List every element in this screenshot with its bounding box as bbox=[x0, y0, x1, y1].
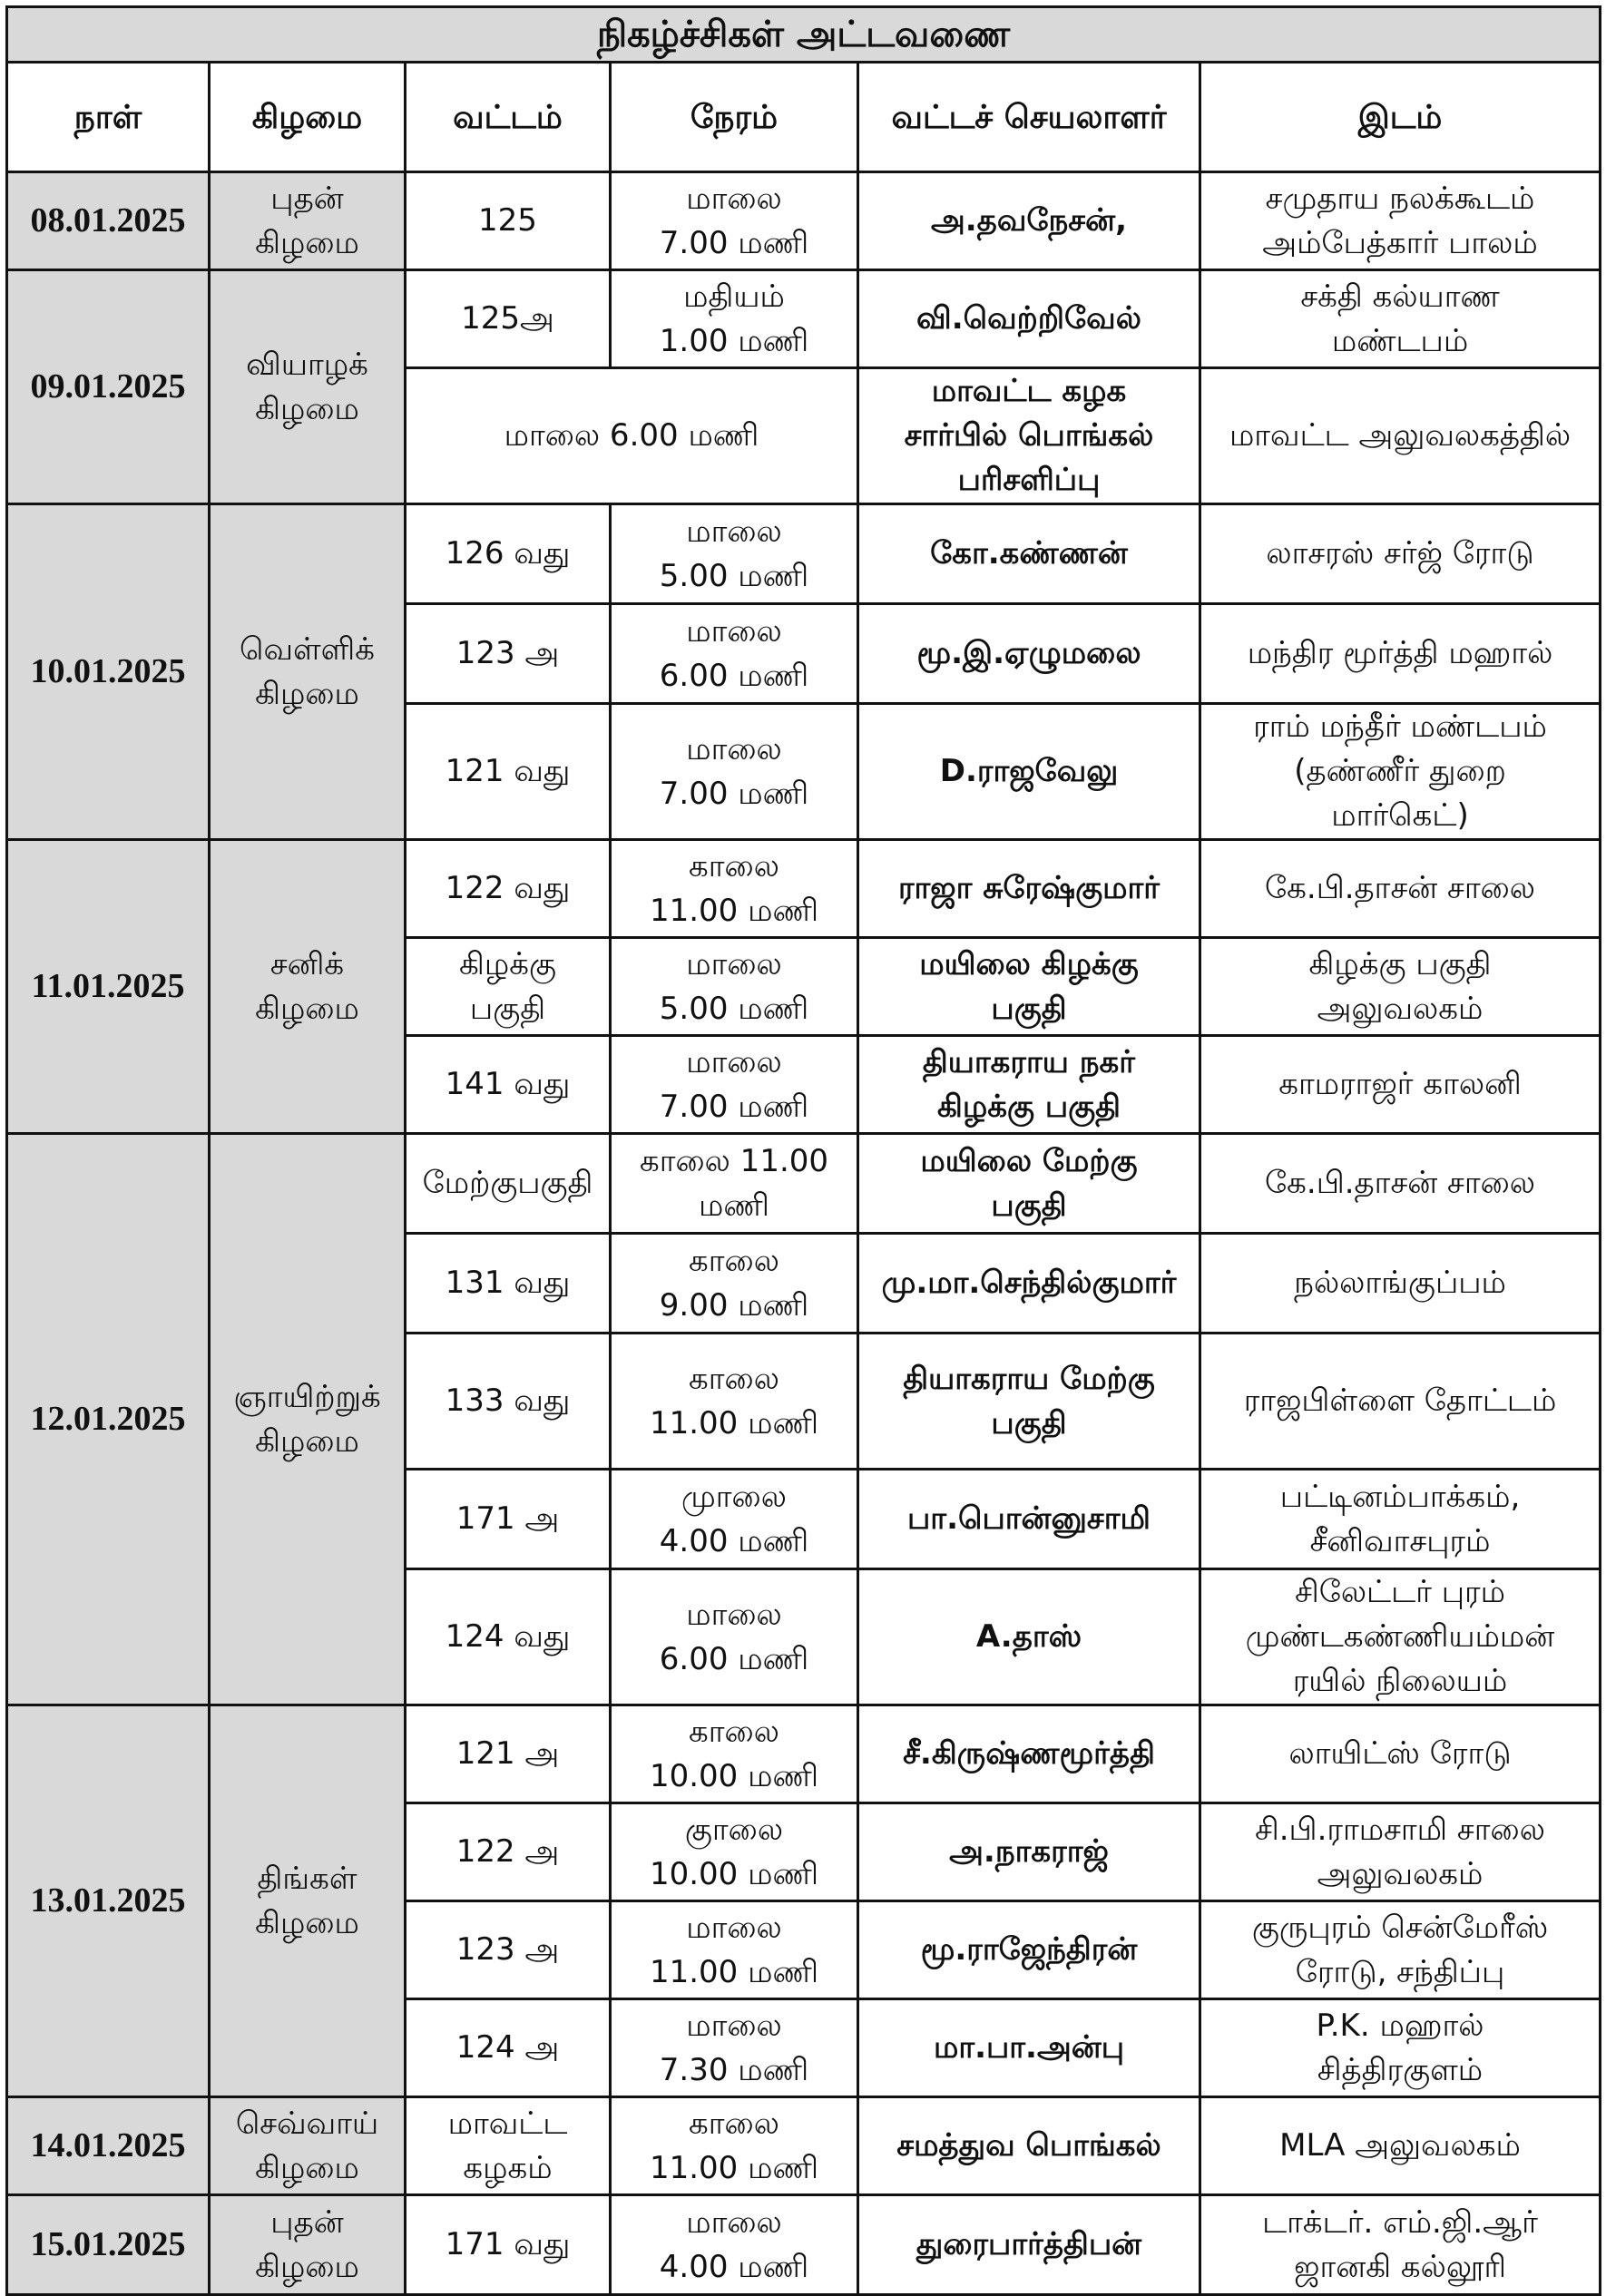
ward-cell: 121 வது bbox=[406, 704, 611, 840]
time-cell: மாலை 11.00 மணி bbox=[611, 1901, 858, 1999]
day-cell: வியாழக் கிழமை bbox=[210, 270, 406, 504]
schedule-table bbox=[5, 5, 1601, 2296]
schedule-row bbox=[7, 172, 1601, 270]
ward-cell: 171 வது bbox=[406, 2195, 611, 2295]
secretary-cell: A.தாஸ் bbox=[858, 1569, 1200, 1705]
secretary-cell: மாவட்ட கழக சார்பில் பொங்கல் பரிசளிப்பு bbox=[858, 368, 1200, 504]
ward-cell: 126 வது bbox=[406, 504, 611, 604]
secretary-cell: வி.வெற்றிவேல் bbox=[858, 270, 1200, 368]
day-cell: செவ்வாய் கிழமை bbox=[210, 2097, 406, 2195]
ward-cell: 171 அ bbox=[406, 1470, 611, 1569]
place-cell: குருபுரம் சென்மேரீஸ் ரோடு, சந்திப்பு bbox=[1200, 1901, 1601, 1999]
place-cell: காமராஜர் காலனி bbox=[1200, 1036, 1601, 1134]
merged-time-cell: மாலை 6.00 மணி bbox=[406, 368, 858, 504]
column-header-place: இடம் bbox=[1200, 63, 1601, 172]
date-cell: 12.01.2025 bbox=[7, 1134, 210, 1705]
column-header-secretary: வட்டச் செயலாளர் bbox=[858, 63, 1200, 172]
secretary-cell: கோ.கண்ணன் bbox=[858, 504, 1200, 604]
place-cell: ராஜபிள்ளை தோட்டம் bbox=[1200, 1334, 1601, 1470]
ward-cell: 131 வது bbox=[406, 1234, 611, 1334]
ward-cell: 125அ bbox=[406, 270, 611, 368]
ward-cell: மாவட்ட கழகம் bbox=[406, 2097, 611, 2195]
schedule-row bbox=[7, 1134, 1601, 1234]
schedule-row bbox=[7, 270, 1601, 368]
place-cell: லாசரஸ் சர்ஜ் ரோடு bbox=[1200, 504, 1601, 604]
time-cell: மாலை 5.00 மணி bbox=[611, 938, 858, 1036]
place-cell: நல்லாங்குப்பம் bbox=[1200, 1234, 1601, 1334]
date-cell: 15.01.2025 bbox=[7, 2195, 210, 2295]
date-cell: 11.01.2025 bbox=[7, 840, 210, 1134]
date-cell: 08.01.2025 bbox=[7, 172, 210, 270]
time-cell: காலை 11.00 மணி bbox=[611, 1134, 858, 1234]
secretary-cell: தியாகராய மேற்கு பகுதி bbox=[858, 1334, 1200, 1470]
day-cell: ஞாயிற்றுக் கிழமை bbox=[210, 1134, 406, 1705]
place-cell: சிலேட்டர் புரம் முண்டகண்ணியம்மன் ரயில் நிலையம் bbox=[1200, 1569, 1601, 1705]
ward-cell: 133 வது bbox=[406, 1334, 611, 1470]
secretary-cell: D.ராஜவேலு bbox=[858, 704, 1200, 840]
place-cell: மாவட்ட அலுவலகத்தில் bbox=[1200, 368, 1601, 504]
place-cell: லாயிட்ஸ் ரோடு bbox=[1200, 1705, 1601, 1803]
ward-cell: 125 bbox=[406, 172, 611, 270]
secretary-cell: சீ.கிருஷ்ணமூர்த்தி bbox=[858, 1705, 1200, 1803]
day-cell: திங்கள் கிழமை bbox=[210, 1705, 406, 2097]
date-cell: 13.01.2025 bbox=[7, 1705, 210, 2097]
time-cell: காலை 10.00 மணி bbox=[611, 1705, 858, 1803]
ward-cell: 122 அ bbox=[406, 1803, 611, 1901]
day-cell: வெள்ளிக் கிழமை bbox=[210, 504, 406, 840]
column-header-day: கிழமை bbox=[210, 63, 406, 172]
place-cell: MLA அலுவலகம் bbox=[1200, 2097, 1601, 2195]
header-row bbox=[7, 63, 1601, 172]
time-cell: மாலை 7.00 மணி bbox=[611, 172, 858, 270]
time-cell: குாலை 10.00 மணி bbox=[611, 1803, 858, 1901]
place-cell: சி.பி.ராமசாமி சாலை அலுவலகம் bbox=[1200, 1803, 1601, 1901]
ward-cell: 122 வது bbox=[406, 840, 611, 938]
ward-cell: 141 வது bbox=[406, 1036, 611, 1134]
place-cell: சமுதாய நலக்கூடம் அம்பேத்கார் பாலம் bbox=[1200, 172, 1601, 270]
ward-cell: 123 அ bbox=[406, 604, 611, 704]
schedule-row bbox=[7, 1705, 1601, 1803]
time-cell: மதியம் 1.00 மணி bbox=[611, 270, 858, 368]
time-cell: மாலை 7.30 மணி bbox=[611, 1999, 858, 2097]
secretary-cell: சமத்துவ பொங்கல் bbox=[858, 2097, 1200, 2195]
time-cell: காலை 11.00 மணி bbox=[611, 840, 858, 938]
place-cell: கே.பி.தாசன் சாலை bbox=[1200, 840, 1601, 938]
ward-cell: 124 அ bbox=[406, 1999, 611, 2097]
ward-cell: 121 அ bbox=[406, 1705, 611, 1803]
secretary-cell: துரைபார்த்திபன் bbox=[858, 2195, 1200, 2295]
column-header-date: நாள் bbox=[7, 63, 210, 172]
schedule-body bbox=[7, 172, 1601, 2295]
date-cell: 09.01.2025 bbox=[7, 270, 210, 504]
time-cell: மாலை 7.00 மணி bbox=[611, 704, 858, 840]
time-cell: மாலை 6.00 மணி bbox=[611, 604, 858, 704]
secretary-cell: மயிலை மேற்கு பகுதி bbox=[858, 1134, 1200, 1234]
place-cell: கிழக்கு பகுதி அலுவலகம் bbox=[1200, 938, 1601, 1036]
column-header-ward: வட்டம் bbox=[406, 63, 611, 172]
ward-cell: மேற்குபகுதி bbox=[406, 1134, 611, 1234]
ward-cell: 123 அ bbox=[406, 1901, 611, 1999]
place-cell: மந்திர மூர்த்தி மஹால் bbox=[1200, 604, 1601, 704]
secretary-cell: மூ.ராஜேந்திரன் bbox=[858, 1901, 1200, 1999]
secretary-cell: பா.பொன்னுசாமி bbox=[858, 1470, 1200, 1569]
time-cell: மாலை 5.00 மணி bbox=[611, 504, 858, 604]
place-cell: டாக்டர். எம்.ஜி.ஆர் ஜானகி கல்லூரி bbox=[1200, 2195, 1601, 2295]
time-cell: மாலை 7.00 மணி bbox=[611, 1036, 858, 1134]
secretary-cell: அ.நாகராஜ் bbox=[858, 1803, 1200, 1901]
time-cell: முாலை 4.00 மணி bbox=[611, 1470, 858, 1569]
day-cell: புதன் கிழமை bbox=[210, 2195, 406, 2295]
secretary-cell: ராஜா சுரேஷ்குமார் bbox=[858, 840, 1200, 938]
schedule-sheet bbox=[5, 5, 1599, 2296]
schedule-row bbox=[7, 2097, 1601, 2195]
place-cell: பட்டினம்பாக்கம், சீனிவாசபுரம் bbox=[1200, 1470, 1601, 1569]
secretary-cell: மூ.இ.ஏழுமலை bbox=[858, 604, 1200, 704]
secretary-cell: அ.தவநேசன், bbox=[858, 172, 1200, 270]
page-title: நிகழ்ச்சிகள் அட்டவணை bbox=[7, 7, 1601, 63]
secretary-cell: மா.பா.அன்பு bbox=[858, 1999, 1200, 2097]
schedule-row bbox=[7, 504, 1601, 604]
date-cell: 14.01.2025 bbox=[7, 2097, 210, 2195]
ward-cell: கிழக்கு பகுதி bbox=[406, 938, 611, 1036]
ward-cell: 124 வது bbox=[406, 1569, 611, 1705]
time-cell: காலை 11.00 மணி bbox=[611, 2097, 858, 2195]
day-cell: புதன் கிழமை bbox=[210, 172, 406, 270]
secretary-cell: தியாகராய நகர் கிழக்கு பகுதி bbox=[858, 1036, 1200, 1134]
place-cell: கே.பி.தாசன் சாலை bbox=[1200, 1134, 1601, 1234]
secretary-cell: மயிலை கிழக்கு பகுதி bbox=[858, 938, 1200, 1036]
place-cell: சக்தி கல்யாண மண்டபம் bbox=[1200, 270, 1601, 368]
place-cell: P.K. மஹால் சித்திரகுளம் bbox=[1200, 1999, 1601, 2097]
schedule-row bbox=[7, 2195, 1601, 2295]
time-cell: காலை 9.00 மணி bbox=[611, 1234, 858, 1334]
day-cell: சனிக் கிழமை bbox=[210, 840, 406, 1134]
time-cell: மாலை 6.00 மணி bbox=[611, 1569, 858, 1705]
date-cell: 10.01.2025 bbox=[7, 504, 210, 840]
time-cell: மாலை 4.00 மணி bbox=[611, 2195, 858, 2295]
secretary-cell: மு.மா.செந்தில்குமார் bbox=[858, 1234, 1200, 1334]
time-cell: காலை 11.00 மணி bbox=[611, 1334, 858, 1470]
place-cell: ராம் மந்தீர் மண்டபம் (தண்ணீர் துறை மார்கெட்) bbox=[1200, 704, 1601, 840]
schedule-row bbox=[7, 840, 1601, 938]
column-header-time: நேரம் bbox=[611, 63, 858, 172]
